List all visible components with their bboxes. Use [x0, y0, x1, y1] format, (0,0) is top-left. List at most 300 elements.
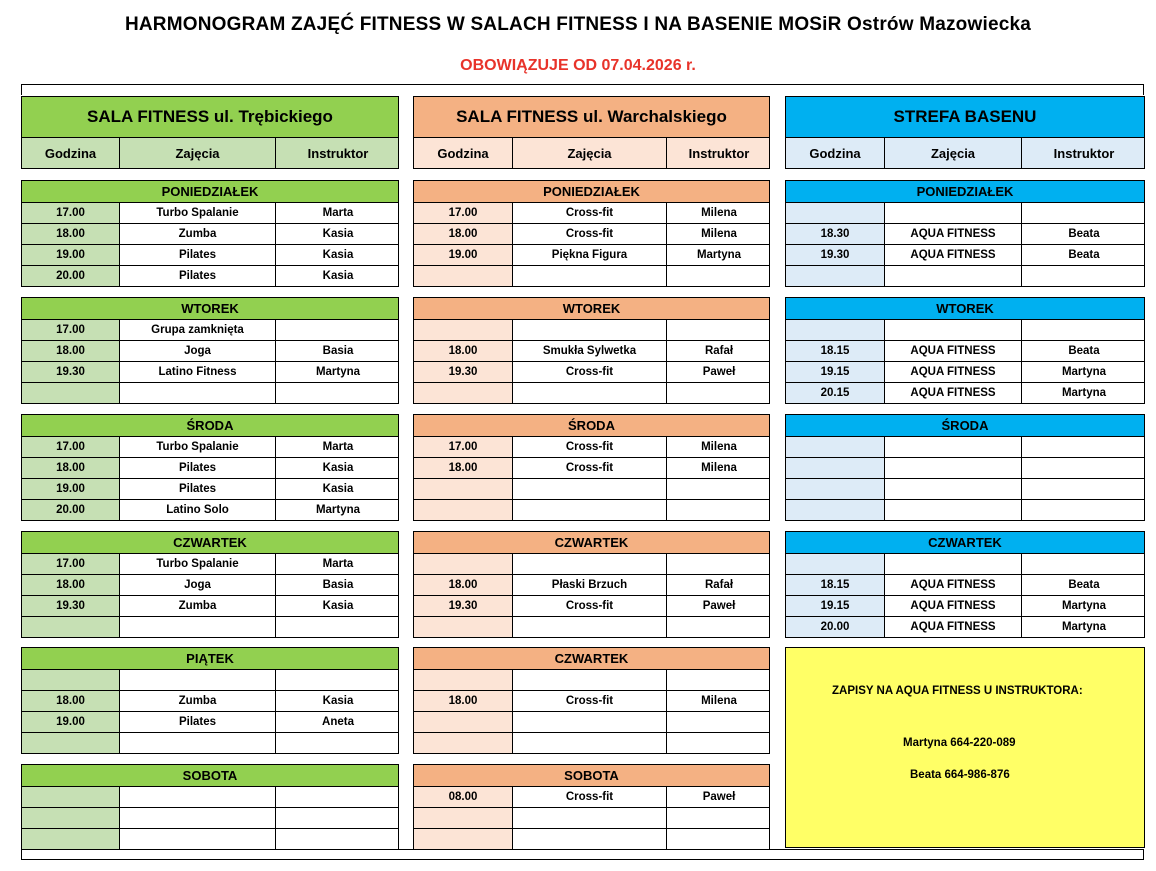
cell-instructor	[276, 733, 400, 753]
cell-instructor: Kasia	[322, 270, 354, 282]
cell-time: 18.00	[22, 224, 120, 244]
day-rows	[785, 554, 1145, 638]
table-row	[786, 574, 1144, 595]
cell-class: Smukła Sylwetka	[513, 341, 667, 361]
table-row	[786, 382, 1144, 403]
cell-class: AQUA FITNESS	[885, 245, 1022, 265]
cell-time	[414, 712, 513, 732]
cell-time: 19.30	[414, 596, 513, 616]
cell-time	[414, 479, 513, 499]
cell-class	[513, 320, 667, 340]
table-row	[414, 807, 769, 828]
cell-class: Zumba	[120, 596, 276, 616]
cell-time	[414, 554, 513, 574]
day-rows	[785, 203, 1145, 287]
table-row	[786, 437, 1144, 457]
cell-instructor	[667, 320, 771, 340]
cell-time: 19.00	[22, 712, 120, 732]
cell-instructor	[667, 829, 771, 849]
cell-time	[786, 500, 885, 520]
cell-instructor	[667, 479, 771, 499]
cell-time: 18.00	[414, 575, 513, 595]
cell-class: AQUA FITNESS	[885, 224, 1022, 244]
column-header-row	[785, 138, 1145, 169]
cell-instructor: Kasia	[322, 462, 354, 474]
day-rows	[21, 670, 399, 754]
cell-class: AQUA FITNESS	[885, 617, 1022, 637]
column-header-godzina: Godzina	[22, 138, 120, 168]
info-contact-martyna: Martyna 664-220-089	[903, 737, 1016, 749]
cell-time: 18.00	[414, 458, 513, 478]
cell-instructor: Kasia	[322, 249, 354, 261]
day-rows	[413, 203, 770, 287]
cell-class	[513, 554, 667, 574]
cell-time	[414, 500, 513, 520]
cell-time: 18.15	[786, 575, 885, 595]
cell-instructor: Martyna	[1061, 621, 1107, 633]
cell-instructor	[276, 808, 400, 828]
table-row	[414, 595, 769, 616]
cell-class: Joga	[120, 575, 276, 595]
cell-class	[513, 383, 667, 403]
table-row	[22, 554, 398, 574]
cell-time: 19.00	[22, 479, 120, 499]
effective-date: OBOWIĄZUJE OD 07.04.2026 r.	[460, 57, 696, 74]
day-header: PONIEDZIAŁEK	[21, 180, 399, 203]
cell-time	[414, 266, 513, 286]
table-row	[414, 670, 769, 690]
cell-class: AQUA FITNESS	[885, 383, 1022, 403]
cell-time	[22, 617, 120, 637]
day-rows	[785, 437, 1145, 521]
cell-class: Płaski Brzuch	[513, 575, 667, 595]
day-header: CZWARTEK	[21, 531, 399, 554]
table-row	[22, 457, 398, 478]
table-row	[414, 499, 769, 520]
cell-instructor	[1022, 458, 1146, 478]
day-header: WTOREK	[413, 297, 770, 320]
table-row	[414, 690, 769, 711]
day-header: ŚRODA	[413, 414, 770, 437]
table-row	[414, 265, 769, 286]
cell-instructor	[1022, 266, 1146, 286]
table-row	[22, 340, 398, 361]
cell-instructor	[1022, 320, 1146, 340]
cell-instructor: Marta	[322, 441, 354, 453]
cell-instructor	[667, 383, 771, 403]
table-row	[22, 203, 398, 223]
cell-instructor	[1022, 437, 1146, 457]
cell-instructor: Kasia	[322, 695, 354, 707]
table-row	[22, 223, 398, 244]
section-header: STREFA BASENU	[785, 96, 1145, 138]
table-row	[414, 574, 769, 595]
day-rows	[21, 554, 399, 638]
table-row	[786, 244, 1144, 265]
cell-class	[885, 554, 1022, 574]
table-row	[22, 711, 398, 732]
cell-instructor: Basia	[322, 345, 354, 357]
cell-instructor	[276, 617, 400, 637]
cell-time: 17.00	[22, 320, 120, 340]
cell-class: Cross-fit	[513, 203, 667, 223]
table-row	[414, 223, 769, 244]
table-row	[414, 340, 769, 361]
table-row	[414, 203, 769, 223]
cell-time	[22, 733, 120, 753]
cell-time	[414, 733, 513, 753]
cell-time: 17.00	[22, 203, 120, 223]
table-row	[22, 320, 398, 340]
cell-instructor	[667, 712, 771, 732]
cell-instructor: Martyna	[696, 249, 742, 261]
cell-time: 19.00	[22, 245, 120, 265]
cell-class	[120, 829, 276, 849]
cell-instructor: Milena	[701, 228, 737, 240]
table-row	[22, 361, 398, 382]
cell-class: Grupa zamknięta	[120, 320, 276, 340]
cell-class	[885, 458, 1022, 478]
cell-class	[885, 203, 1022, 223]
cell-time: 18.00	[414, 224, 513, 244]
cell-instructor: Paweł	[702, 791, 736, 803]
table-row	[414, 828, 769, 849]
table-row	[22, 595, 398, 616]
info-heading: ZAPISY NA AQUA FITNESS U INSTRUKTORA:	[832, 685, 1083, 697]
cell-time	[786, 479, 885, 499]
column-header-zajecia: Zajęcia	[513, 138, 667, 168]
cell-class: Pilates	[120, 266, 276, 286]
table-row	[786, 223, 1144, 244]
cell-time	[786, 437, 885, 457]
cell-time: 17.00	[22, 554, 120, 574]
table-row	[786, 616, 1144, 637]
cell-time: 19.30	[22, 362, 120, 382]
cell-time: 18.00	[414, 691, 513, 711]
table-row	[414, 320, 769, 340]
table-row	[22, 828, 398, 849]
cell-class: Pilates	[120, 245, 276, 265]
table-row	[786, 320, 1144, 340]
day-header: WTOREK	[785, 297, 1145, 320]
cell-instructor: Paweł	[702, 366, 736, 378]
cell-instructor: Paweł	[702, 600, 736, 612]
cell-class: AQUA FITNESS	[885, 362, 1022, 382]
cell-instructor: Milena	[701, 207, 737, 219]
cell-time: 20.00	[22, 500, 120, 520]
cell-instructor	[276, 320, 400, 340]
cell-instructor	[1022, 554, 1146, 574]
cell-instructor	[1022, 479, 1146, 499]
cell-time	[414, 383, 513, 403]
cell-instructor: Marta	[322, 207, 354, 219]
cell-class	[513, 829, 667, 849]
day-rows	[413, 670, 770, 754]
cell-instructor: Beata	[1068, 345, 1100, 357]
cell-class	[120, 808, 276, 828]
cell-instructor: Marta	[322, 558, 354, 570]
cell-class	[513, 808, 667, 828]
cell-instructor	[667, 554, 771, 574]
cell-instructor: Milena	[701, 441, 737, 453]
cell-instructor: Milena	[701, 462, 737, 474]
cell-instructor: Martyna	[315, 366, 361, 378]
cell-class: AQUA FITNESS	[885, 596, 1022, 616]
table-frame-top	[21, 84, 1144, 95]
cell-class	[513, 500, 667, 520]
table-row	[22, 244, 398, 265]
cell-class	[513, 479, 667, 499]
cell-instructor	[667, 808, 771, 828]
cell-class	[120, 787, 276, 807]
day-header: PONIEDZIAŁEK	[785, 180, 1145, 203]
day-rows	[413, 554, 770, 638]
table-row	[786, 499, 1144, 520]
table-row	[786, 203, 1144, 223]
cell-class	[513, 266, 667, 286]
cell-time	[414, 670, 513, 690]
table-row	[22, 616, 398, 637]
cell-instructor	[276, 829, 400, 849]
cell-class	[885, 479, 1022, 499]
cell-time	[786, 203, 885, 223]
cell-instructor: Beata	[1068, 249, 1100, 261]
cell-time	[22, 829, 120, 849]
cell-instructor	[667, 617, 771, 637]
table-row	[414, 787, 769, 807]
cell-time: 19.30	[22, 596, 120, 616]
cell-instructor	[276, 383, 400, 403]
cell-instructor: Kasia	[322, 600, 354, 612]
cell-instructor: Kasia	[322, 483, 354, 495]
table-row	[22, 265, 398, 286]
day-rows	[21, 203, 399, 287]
cell-time: 19.30	[414, 362, 513, 382]
cell-class: Pilates	[120, 458, 276, 478]
cell-instructor	[667, 266, 771, 286]
cell-instructor	[276, 787, 400, 807]
cell-instructor: Martyna	[1061, 387, 1107, 399]
cell-time: 17.00	[22, 437, 120, 457]
cell-class: AQUA FITNESS	[885, 575, 1022, 595]
cell-instructor	[667, 500, 771, 520]
day-rows	[413, 320, 770, 404]
cell-instructor: Rafał	[704, 345, 734, 357]
table-row	[414, 554, 769, 574]
day-header: CZWARTEK	[413, 647, 770, 670]
day-header: CZWARTEK	[413, 531, 770, 554]
cell-instructor	[667, 670, 771, 690]
cell-class	[885, 320, 1022, 340]
column-header-row	[21, 138, 399, 169]
cell-time	[22, 383, 120, 403]
cell-time	[414, 808, 513, 828]
table-row	[414, 457, 769, 478]
table-row	[22, 382, 398, 403]
table-row	[22, 670, 398, 690]
day-header: WTOREK	[21, 297, 399, 320]
cell-class	[885, 500, 1022, 520]
cell-instructor	[276, 670, 400, 690]
cell-time: 18.15	[786, 341, 885, 361]
table-row	[786, 554, 1144, 574]
cell-class: Zumba	[120, 691, 276, 711]
table-row	[414, 732, 769, 753]
table-row	[22, 807, 398, 828]
cell-instructor	[667, 733, 771, 753]
table-row	[786, 361, 1144, 382]
table-row	[22, 787, 398, 807]
day-rows	[413, 787, 770, 850]
table-row	[414, 244, 769, 265]
table-row	[414, 616, 769, 637]
cell-time: 19.15	[786, 362, 885, 382]
column-header-zajecia: Zajęcia	[120, 138, 276, 168]
cell-class	[513, 712, 667, 732]
cell-class: Latino Solo	[120, 500, 276, 520]
column-header-instruktor: Instruktor	[307, 145, 369, 161]
day-rows	[785, 320, 1145, 404]
cell-class: Cross-fit	[513, 458, 667, 478]
cell-instructor: Rafał	[704, 579, 734, 591]
cell-class: Cross-fit	[513, 596, 667, 616]
cell-class	[885, 266, 1022, 286]
cell-time: 18.00	[414, 341, 513, 361]
cell-class	[513, 617, 667, 637]
table-row	[22, 478, 398, 499]
cell-time: 18.00	[22, 691, 120, 711]
day-header: SOBOTA	[21, 764, 399, 787]
table-row	[786, 265, 1144, 286]
table-row	[22, 574, 398, 595]
column-header-instruktor: Instruktor	[1053, 145, 1115, 161]
cell-class	[513, 733, 667, 753]
cell-class: Cross-fit	[513, 362, 667, 382]
cell-time: 18.00	[22, 341, 120, 361]
section-header: SALA FITNESS ul. Warchalskiego	[413, 96, 770, 138]
cell-class	[120, 383, 276, 403]
cell-class: Cross-fit	[513, 224, 667, 244]
cell-instructor	[1022, 500, 1146, 520]
cell-class: Latino Fitness	[120, 362, 276, 382]
table-row	[786, 478, 1144, 499]
cell-class: Joga	[120, 341, 276, 361]
cell-instructor: Beata	[1068, 579, 1100, 591]
cell-instructor: Martyna	[1061, 366, 1107, 378]
day-rows	[21, 787, 399, 850]
table-row	[786, 340, 1144, 361]
table-frame-bottom	[21, 849, 1144, 860]
table-row	[22, 437, 398, 457]
cell-time	[22, 808, 120, 828]
section-header: SALA FITNESS ul. Trębickiego	[21, 96, 399, 138]
table-row	[414, 361, 769, 382]
cell-class: Turbo Spalanie	[120, 203, 276, 223]
cell-time: 18.00	[22, 575, 120, 595]
cell-time: 19.30	[786, 245, 885, 265]
table-row	[786, 457, 1144, 478]
table-row	[414, 382, 769, 403]
cell-class	[120, 670, 276, 690]
day-header: ŚRODA	[21, 414, 399, 437]
cell-time: 17.00	[414, 203, 513, 223]
day-rows	[21, 320, 399, 404]
cell-time: 18.30	[786, 224, 885, 244]
day-rows	[413, 437, 770, 521]
cell-instructor: Martyna	[315, 504, 361, 516]
cell-instructor: Martyna	[1061, 600, 1107, 612]
cell-time: 20.15	[786, 383, 885, 403]
cell-time	[414, 829, 513, 849]
table-row	[414, 478, 769, 499]
day-header: SOBOTA	[413, 764, 770, 787]
cell-instructor: Kasia	[322, 228, 354, 240]
cell-instructor: Beata	[1068, 228, 1100, 240]
cell-time	[414, 320, 513, 340]
cell-time	[22, 787, 120, 807]
cell-instructor	[1022, 203, 1146, 223]
cell-time	[786, 266, 885, 286]
cell-time	[414, 617, 513, 637]
cell-class	[120, 617, 276, 637]
table-row	[22, 732, 398, 753]
cell-time	[786, 554, 885, 574]
info-box	[785, 647, 1145, 848]
cell-class: Pilates	[120, 712, 276, 732]
cell-class: Cross-fit	[513, 691, 667, 711]
cell-time: 08.00	[414, 787, 513, 807]
column-header-godzina: Godzina	[786, 138, 885, 168]
column-header-godzina: Godzina	[414, 138, 513, 168]
day-header: ŚRODA	[785, 414, 1145, 437]
day-header: PIĄTEK	[21, 647, 399, 670]
cell-class: Cross-fit	[513, 787, 667, 807]
cell-time	[786, 458, 885, 478]
cell-class	[120, 733, 276, 753]
cell-time: 18.00	[22, 458, 120, 478]
cell-class: Turbo Spalanie	[120, 437, 276, 457]
cell-instructor: Basia	[322, 579, 354, 591]
info-contact-beata: Beata 664-986-876	[910, 769, 1010, 781]
day-header: PONIEDZIAŁEK	[413, 180, 770, 203]
cell-class: Piękna Figura	[513, 245, 667, 265]
column-header-instruktor: Instruktor	[688, 145, 750, 161]
cell-time: 19.00	[414, 245, 513, 265]
cell-time: 20.00	[22, 266, 120, 286]
cell-instructor: Aneta	[322, 716, 354, 728]
table-row	[22, 690, 398, 711]
table-row	[414, 437, 769, 457]
column-header-zajecia: Zajęcia	[885, 138, 1022, 168]
table-row	[786, 595, 1144, 616]
table-row	[22, 499, 398, 520]
cell-class	[513, 670, 667, 690]
page-title: HARMONOGRAM ZAJĘĆ FITNESS W SALACH FITNESS I NA BASENIE MOSiR Ostrów Mazowiecka	[124, 14, 1032, 35]
cell-time	[786, 320, 885, 340]
day-header: CZWARTEK	[785, 531, 1145, 554]
cell-time	[22, 670, 120, 690]
column-header-row	[413, 138, 770, 169]
cell-class: AQUA FITNESS	[885, 341, 1022, 361]
cell-class	[885, 437, 1022, 457]
cell-class: Cross-fit	[513, 437, 667, 457]
table-row	[414, 711, 769, 732]
cell-time: 19.15	[786, 596, 885, 616]
cell-class: Pilates	[120, 479, 276, 499]
day-rows	[21, 437, 399, 521]
cell-time: 17.00	[414, 437, 513, 457]
cell-class: Turbo Spalanie	[120, 554, 276, 574]
